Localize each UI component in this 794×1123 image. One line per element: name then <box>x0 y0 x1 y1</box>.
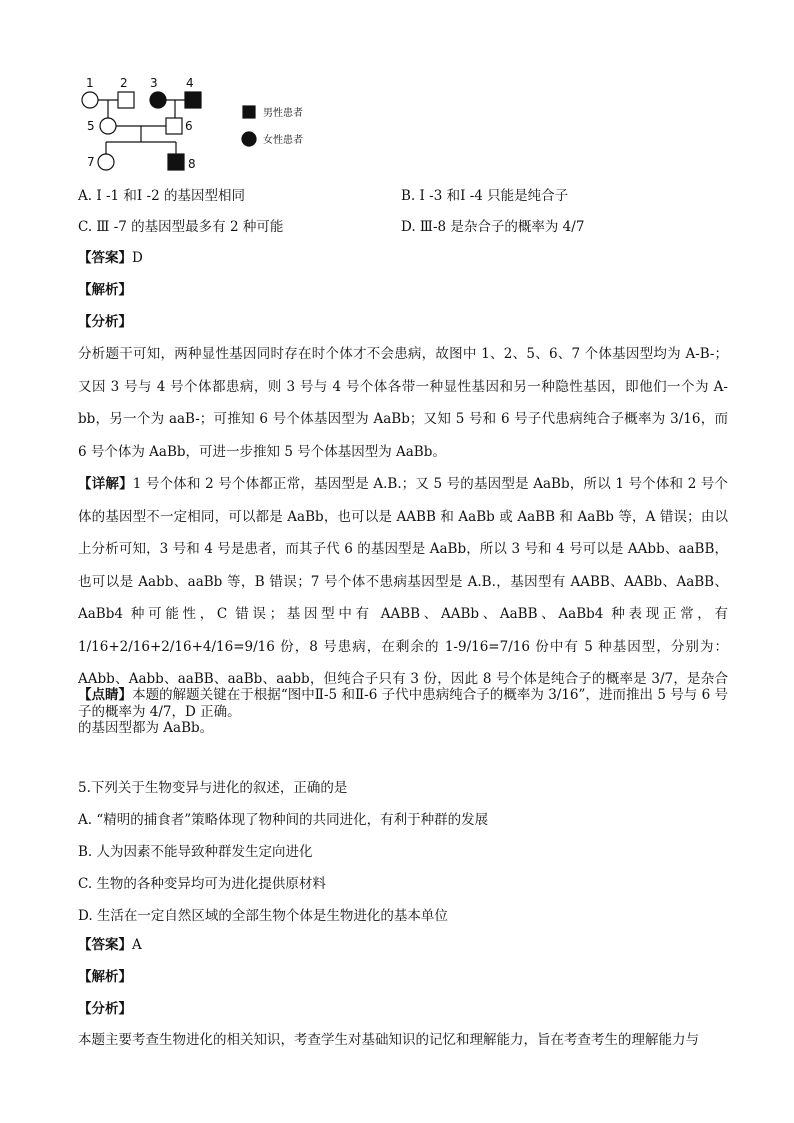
individual-1 <box>82 92 98 108</box>
label-5: 5 <box>87 119 95 133</box>
individual-2 <box>118 92 134 108</box>
q4-option-a: A. Ⅰ -1 和Ⅰ -2 的基因型相同 <box>78 188 245 204</box>
label-3: 3 <box>150 76 158 90</box>
q5-analysis-tag: 【解析】 <box>78 969 132 985</box>
q5-option-c: C. 生物的各种变异均可为进化提供原材料 <box>78 876 326 892</box>
pedigree-diagram <box>78 76 338 180</box>
q4-analysis-tag: 【解析】 <box>78 282 132 298</box>
individual-5 <box>100 118 116 134</box>
q5-fenxi-tag: 【分析】 <box>78 1001 132 1017</box>
q4-fenxi-paragraph: 分析题干可知，两种显性基因同时存在时个体才不会患病，故图中 1、2、5、6、7 个体基因型均为 A-B-；又因 3 号与 4 号个体都患病，则 3 号与 4 号个体各带一种显性基因和另一种隐性基因，即他们一个为 A-bb，另一个为 aaB-；可推知 6 号个体基因型为 AaBb；又知 5 号和 6 号子代患病纯合子概率为 3/16，而 6 号个体为 AaBb，可进一步推知 5 号个体基因型为 AaBb。 <box>78 346 728 460</box>
q4-option-c: C. Ⅲ -7 的基因型最多有 2 种可能 <box>78 219 284 235</box>
answer-tag: 【答案】 <box>78 937 132 953</box>
legend-female-symbol <box>242 132 256 146</box>
label-4: 4 <box>186 76 194 90</box>
q5-option-d: D. 生活在一定自然区域的全部生物个体是生物进化的基本单位 <box>78 908 448 924</box>
detail-tag: 【详解】 <box>78 476 133 492</box>
answer-value: A <box>132 937 142 953</box>
individual-7 <box>98 154 114 170</box>
q4-fenxi-tag: 【分析】 <box>78 314 132 330</box>
individual-6 <box>166 118 182 134</box>
q5-fenxi-text: 本题主要考查生物进化的相关知识，考查学生对基础知识的记忆和理解能力，旨在考查考生的理解能力与 <box>78 1032 699 1048</box>
legend-male-symbol <box>243 106 255 118</box>
individual-3 <box>150 92 166 108</box>
label-8: 8 <box>188 157 196 171</box>
label-1: 1 <box>86 76 94 90</box>
q4-option-b: B. Ⅰ -3 和Ⅰ -4 只能是纯合子 <box>401 188 569 204</box>
point-tag: 【点睛】 <box>78 687 133 703</box>
q5-option-a: A. “精明的捕食者”策略体现了物种间的共同进化，有利于种群的发展 <box>78 812 489 828</box>
q4-option-d: D. Ⅲ-8 是杂合子的概率为 4/7 <box>401 219 585 235</box>
answer-value: D <box>132 250 143 266</box>
point-text: 本题的解题关键在于根据“图中Ⅱ-5 和Ⅱ-6 子代中患病纯合子的概率为 3/16”，进而推出 5 号与 6 号的基因型都为 AaBb。 <box>78 687 728 736</box>
label-2: 2 <box>120 76 128 90</box>
label-7: 7 <box>87 155 95 169</box>
individual-4 <box>185 92 201 108</box>
detail-text: 1 号个体和 2 号个体都正常，基因型是 A.B.；又 5 号的基因型是 AaBb，所以 1 号个体和 2 号个体的基因型不一定相同，可以都是 AaBb，也可以是 AABB 和 AaBb 或 AaBB 和 AaBb 等，A 错误；由以上分析可知，3 号和 4 号是患者，而其子代 6 的基因型是 AaBb，所以 3 号和 4 号可以是 AAbb、aaBB，也可以是 Aabb、aaBb 等，B 错误；7 号个体不患病基因型是 A.B.，基因型有 AABB、AABb、AaBB、AaBb4 种可能性，C 错误；基因型中有 AABB、AABb、AaBB、AaBb4 种表现正常，有 1/16+2/16+2/16+4/16=9/16 份，8 号患病，在剩余的 1-9/16=7/16 份中有 5 种基因型，分别为：AAbb、Aabb、aaBB、aaBb、aabb，但纯合子只有 3 份，因此 8 号个体是纯合子的概率是 3/7，是杂合子的概率为 4/7，D 正确。 <box>78 476 729 720</box>
individual-8 <box>168 154 184 170</box>
legend-female-label: 女性患者 <box>263 135 303 146</box>
q5-option-b: B. 人为因素不能导致种群发生定向进化 <box>78 844 313 860</box>
q5-answer <box>78 935 726 955</box>
legend-male-label: 男性患者 <box>263 108 303 119</box>
q4-answer <box>78 248 726 268</box>
answer-tag: 【答案】 <box>78 250 132 266</box>
q5-stem: 5.下列关于生物变异与进化的叙述，正确的是 <box>78 780 348 796</box>
label-6: 6 <box>185 119 193 133</box>
q4-point-paragraph <box>78 679 728 744</box>
